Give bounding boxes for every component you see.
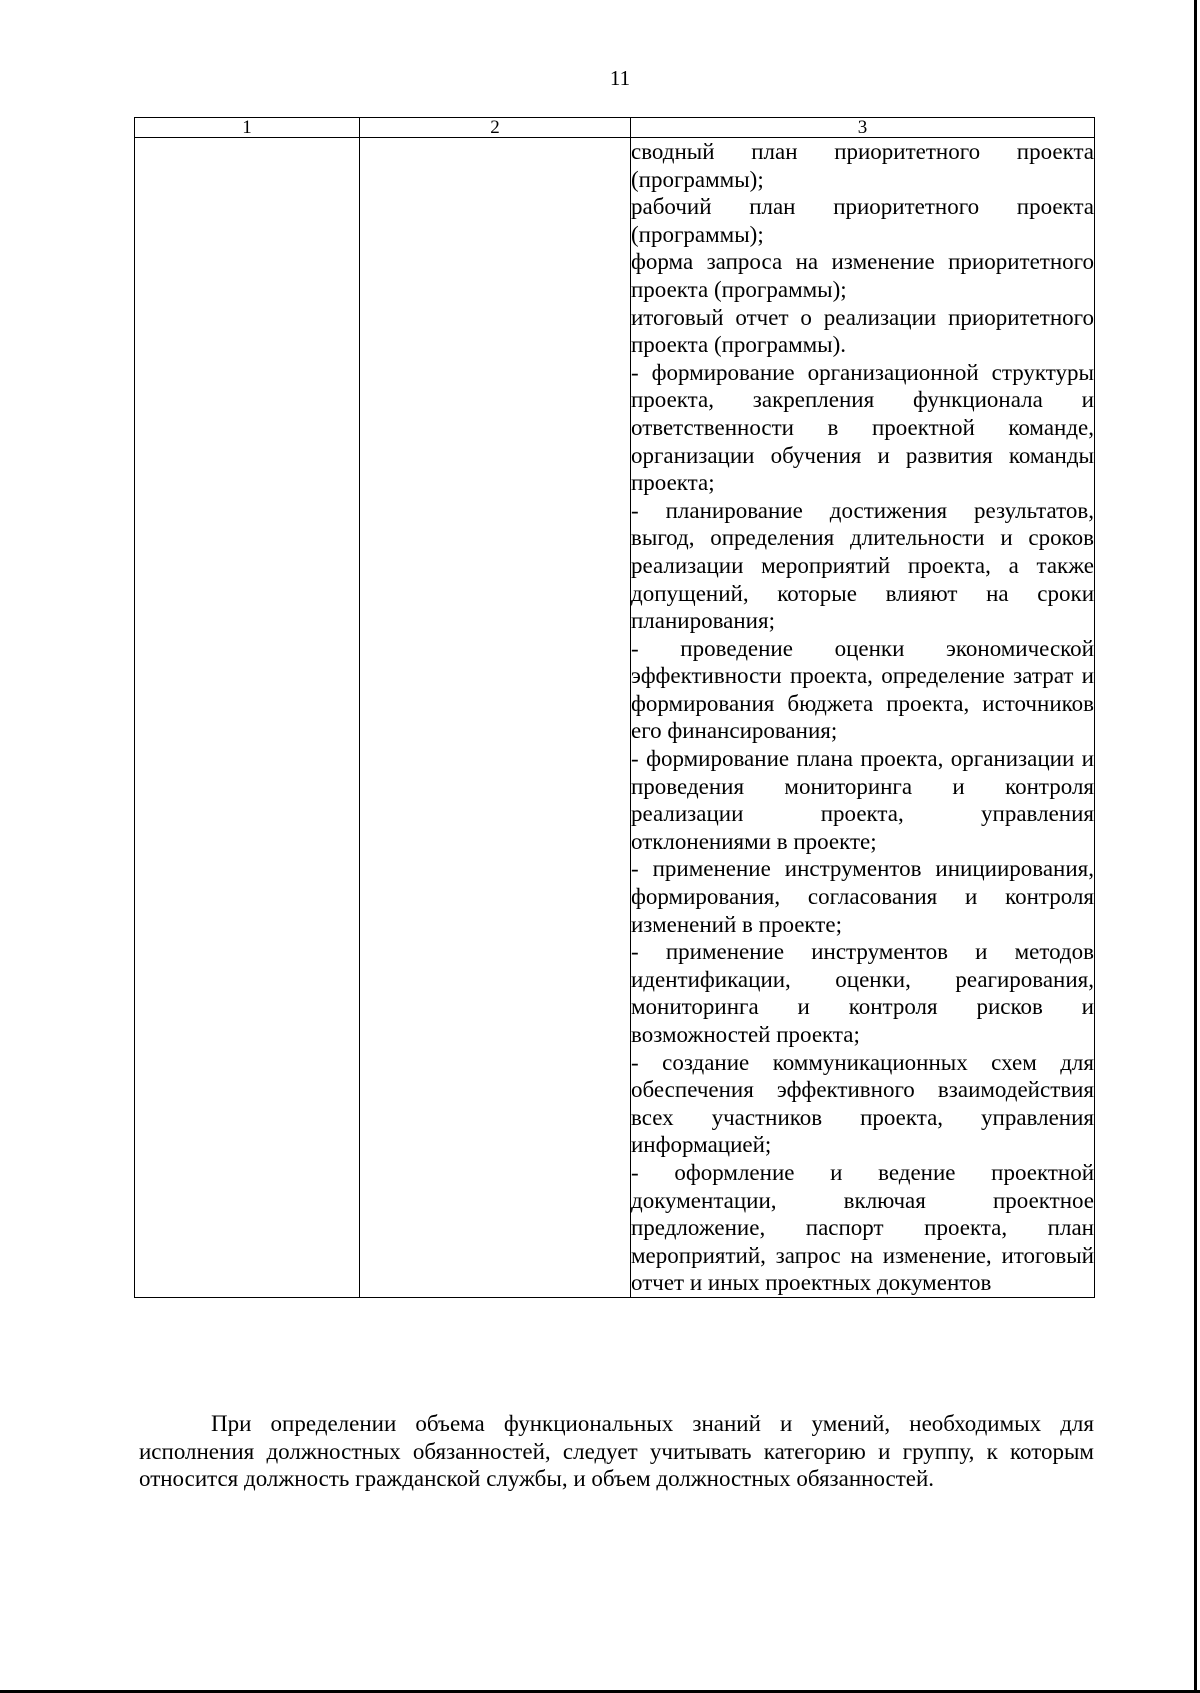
- closing-paragraph: При определении объема функциональных знаний и умений, необходимых для исполнения должностных обязанностей, следует учитывать категорию и группу, к которым относится должность гражданской службы, и объем должностных обязанностей.: [139, 1411, 1094, 1491]
- column-header-1: 1: [135, 118, 360, 138]
- table-row: [135, 138, 1095, 1298]
- list-item: сводный план приоритетного проекта (программы);: [631, 139, 1094, 192]
- list-item: - применение инструментов и методов идентификации, оценки, реагирования, мониторинга и контроля рисков и возможностей проекта;: [631, 939, 1094, 1047]
- list-item: - планирование достижения результатов, выгод, определения длительности и сроков реализации мероприятий проекта, а также допущений, которые влияют на сроки планирования;: [631, 497, 1094, 634]
- cell-column-2: [360, 138, 631, 1298]
- cell-column-3: [631, 138, 1095, 1298]
- scan-border-right: [1194, 0, 1197, 1693]
- cell-column-1: [135, 138, 360, 1298]
- list-item: - оформление и ведение проектной документации, включая проектное предложение, паспорт проекта, план мероприятий, запрос на изменение, итоговый отчет и иных проектных документов: [631, 1159, 1094, 1296]
- list-item: форма запроса на изменение приоритетного проекта (программы);: [631, 249, 1094, 302]
- list-item: - проведение оценки экономической эффективности проекта, определение затрат и формирования бюджета проекта, источников его финансирования;: [631, 635, 1094, 744]
- list-item: - создание коммуникационных схем для обеспечения эффективного взаимодействия всех участников проекта, управления информацией;: [631, 1049, 1094, 1158]
- competency-table: [134, 117, 1095, 1298]
- list-item: - применение инструментов инициирования, формирования, согласования и контроля изменений в проекте;: [631, 856, 1094, 937]
- column-header-3: 3: [631, 118, 1095, 138]
- table-header-row: [135, 118, 1095, 138]
- page-number: 11: [609, 66, 631, 90]
- list-item: - формирование плана проекта, организации и проведения мониторинга и контроля реализации проекта, управления отклонениями в проекте;: [631, 746, 1094, 854]
- list-item: итоговый отчет о реализации приоритетного проекта (программы).: [631, 304, 1094, 358]
- column-header-2: 2: [360, 118, 631, 138]
- list-item: - формирование организационной структуры проекта, закрепления функционала и ответственности в проектной команде, организации обучения и развития команды проекта;: [631, 359, 1094, 496]
- list-item: рабочий план приоритетного проекта (программы);: [631, 194, 1094, 247]
